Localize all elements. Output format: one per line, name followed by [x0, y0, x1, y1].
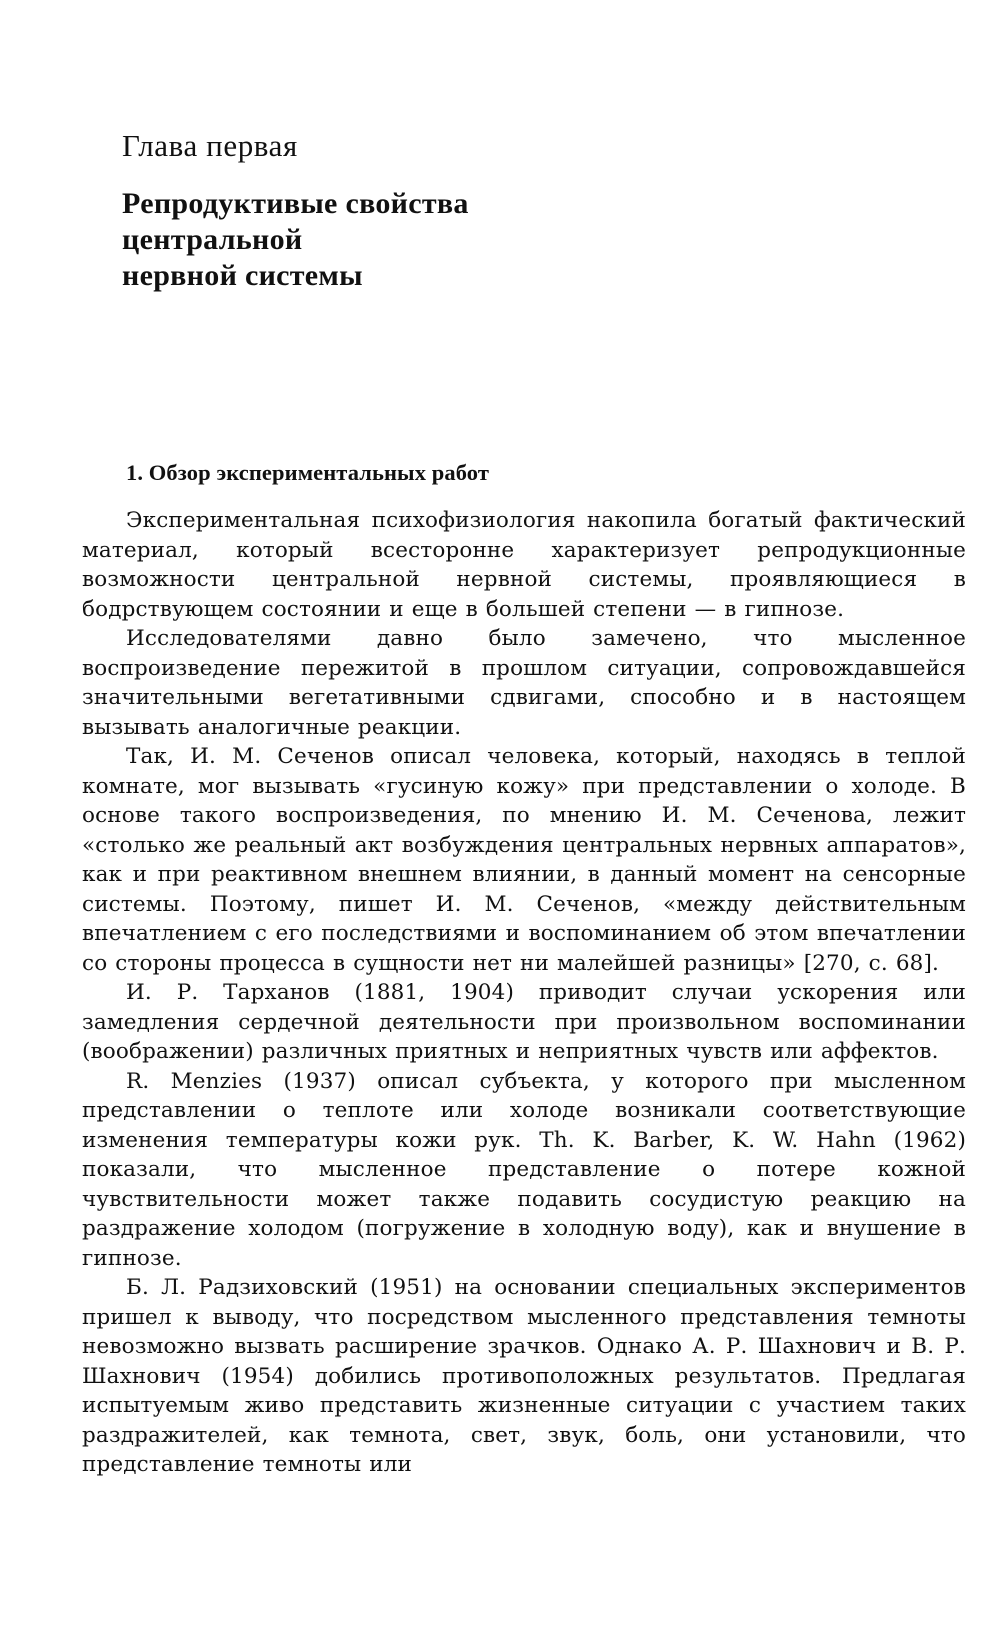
chapter-label: Глава первая — [122, 128, 298, 163]
chapter-title-line: Репродуктивые свойства — [122, 187, 469, 220]
paragraph: И. Р. Тарханов (1881, 1904) приводит случаи ускорения или замедления сердечной деятельности при произвольном воспоминании (воображении) различных приятных и неприятных чувств или аффектов. — [82, 980, 966, 1064]
paragraph: R. Menzies (1937) описал субъекта, у которого при мысленном представлении о теплоте или холоде возникали соответствующие изменения температуры кожи рук. Th. K. Barber, K. W. Hahn (1962) показали, что мысленное представление о потере кожной чувствительности может также подавить сосудистую реакцию на раздражение холодом (погружение в холодную воду), как и внушение в гипнозе. — [82, 1068, 966, 1271]
chapter-title-line: нервной системы — [122, 259, 363, 292]
section-heading: 1. Обзор экспериментальных работ — [126, 460, 489, 485]
chapter-title — [122, 186, 469, 294]
paragraph: Исследователями давно было замечено, что мысленное воспроизведение пережитой в прошлом ситуации, сопровождавшейся значительными вегетативными сдвигами, способно и в настоящем вызывать аналогичные реакции. — [82, 626, 966, 740]
chapter-title-line: центральной — [122, 223, 303, 256]
body-text — [82, 506, 966, 1480]
paragraph: Б. Л. Радзиховский (1951) на основании специальных экспериментов пришел к выводу, что посредством мысленного представления темноты невозможно вызвать расширение зрачков. Однако А. Р. Шахнович и В. Р. Шахнович (1954) добились противоположных результатов. Предлагая испытуемым живо представить жизненные ситуации с участием таких раздражителей, как темнота, свет, звук, боль, они установили, что представление темноты или — [82, 1275, 966, 1477]
paragraph: Экспериментальная психофизиология накопила богатый фактический материал, который всесторонне характеризует репродукционные возможности центральной нервной системы, проявляющиеся в бодрствующем состоянии и еще в большей степени — в гипнозе. — [82, 508, 966, 622]
paragraph: Так, И. М. Сеченов описал человека, который, находясь в теплой комнате, мог вызывать «гусиную кожу» при представлении о холоде. В основе такого воспроизведения, по мнению И. М. Сеченова, лежит «столько же реальный акт возбуждения центральных нервных аппаратов», как и при реактивном внешнем влиянии, в данный момент на сенсорные системы. Поэтому, пишет И. М. Сеченов, «между действительным впечатлением с его последствиями и воспоминанием об этом впечатлении со стороны процесса в сущности нет ни малейшей разницы» [270, с. 68]. — [82, 744, 966, 976]
